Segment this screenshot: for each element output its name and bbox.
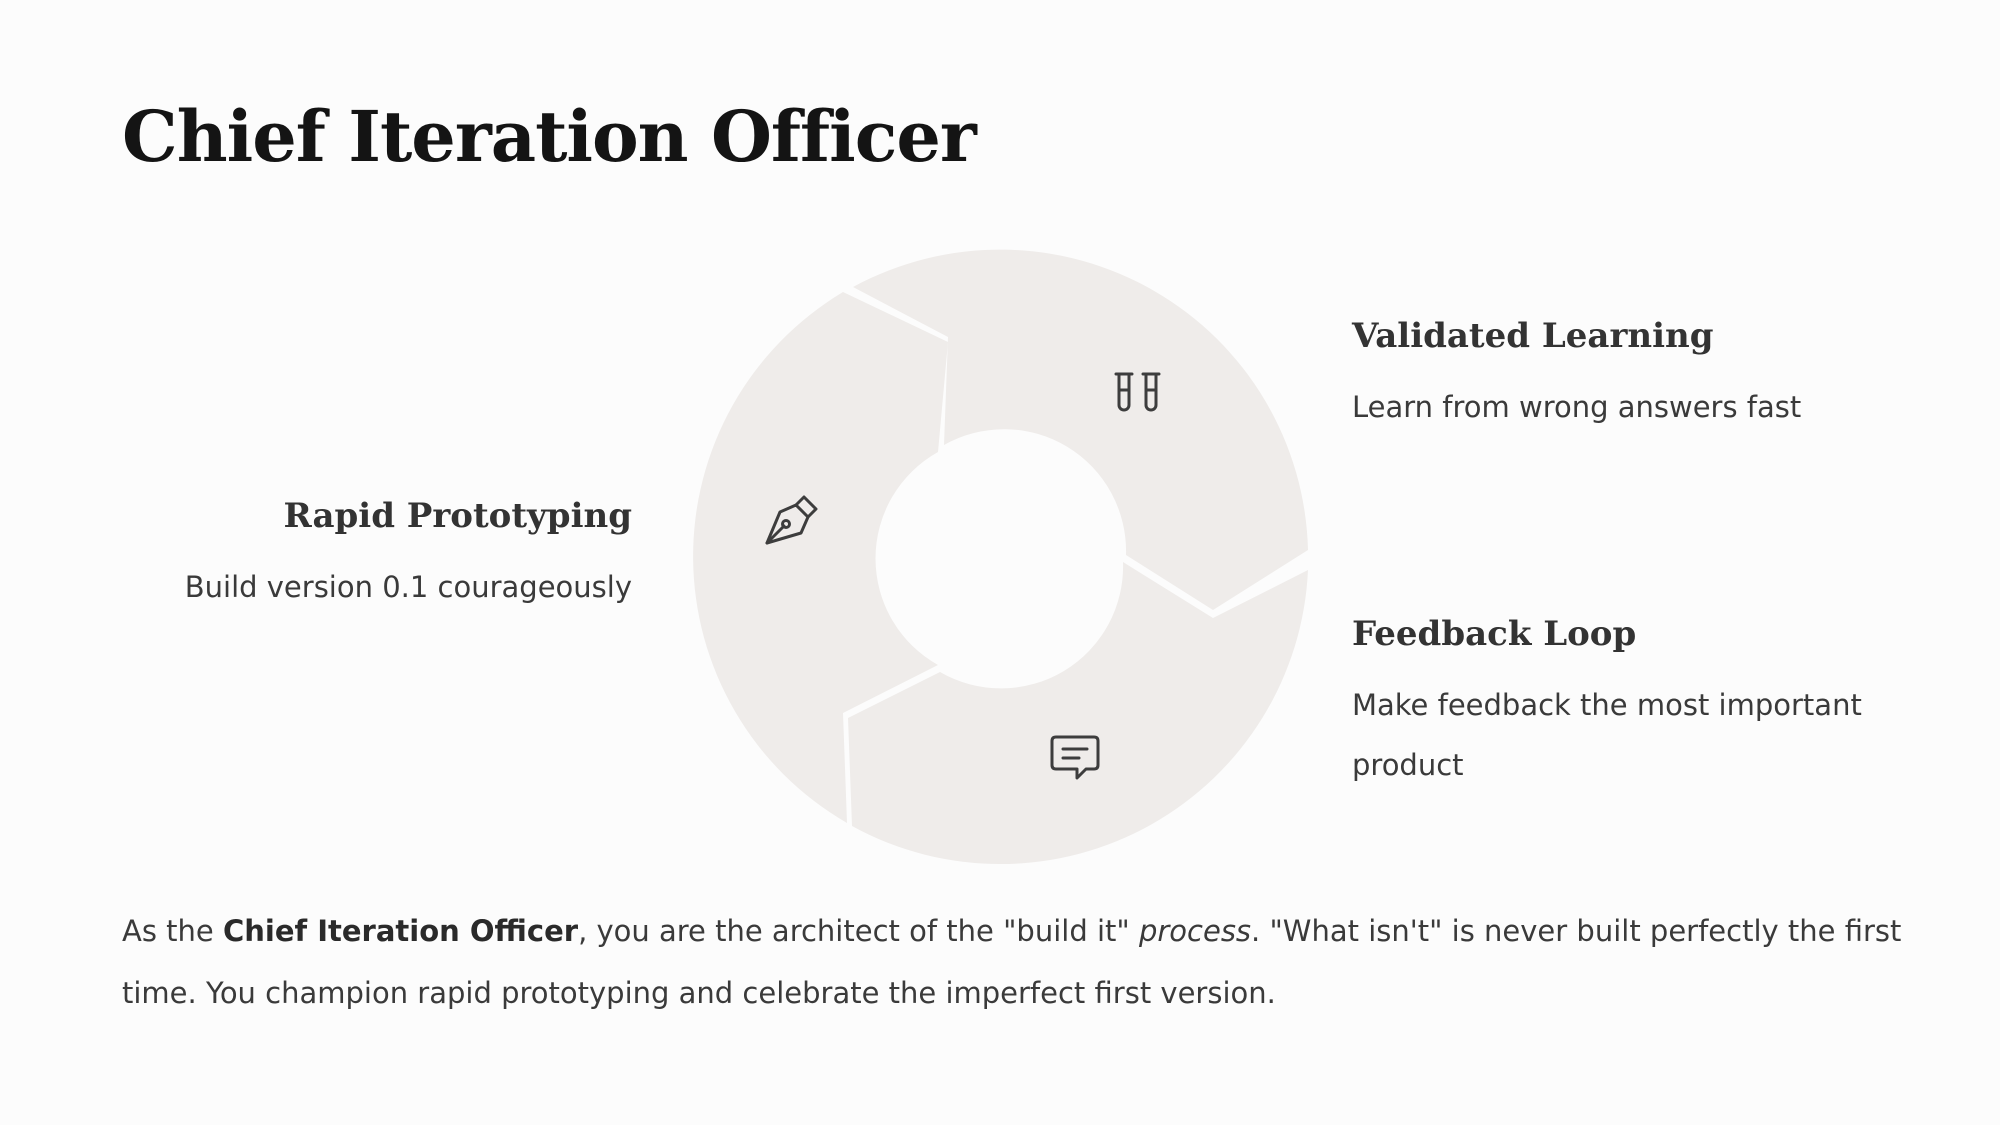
summary-paragraph [122,900,1902,1024]
page-title: Chief Iteration Officer [122,95,976,178]
step-description: Learn from wrong answers fast [1352,389,1802,424]
step-title: Validated Learning [1352,316,1714,356]
step-title: Feedback Loop [1352,614,1637,654]
summary-mid: , you are the architect of the "build it" [578,914,1139,948]
step-validated-learning [1352,316,1952,437]
step-title: Rapid Prototyping [283,496,632,536]
summary-rest: . "What isn't" is never built perfectly the first time. You champion rapid prototyping and celebrate the imperfect first version. [122,914,1902,1010]
summary-role: Chief Iteration Officer [222,914,579,948]
summary-intro: As the [122,914,223,948]
summary-emphasis: process [1138,914,1252,948]
step-rapid-prototyping [120,496,632,617]
segment-feedback-loop [848,562,1308,864]
cycle-ring [693,250,1308,864]
step-feedback-loop [1352,614,1912,795]
step-description: Make feedback the most important product [1352,687,1862,782]
step-description: Build version 0.1 courageously [184,569,632,604]
